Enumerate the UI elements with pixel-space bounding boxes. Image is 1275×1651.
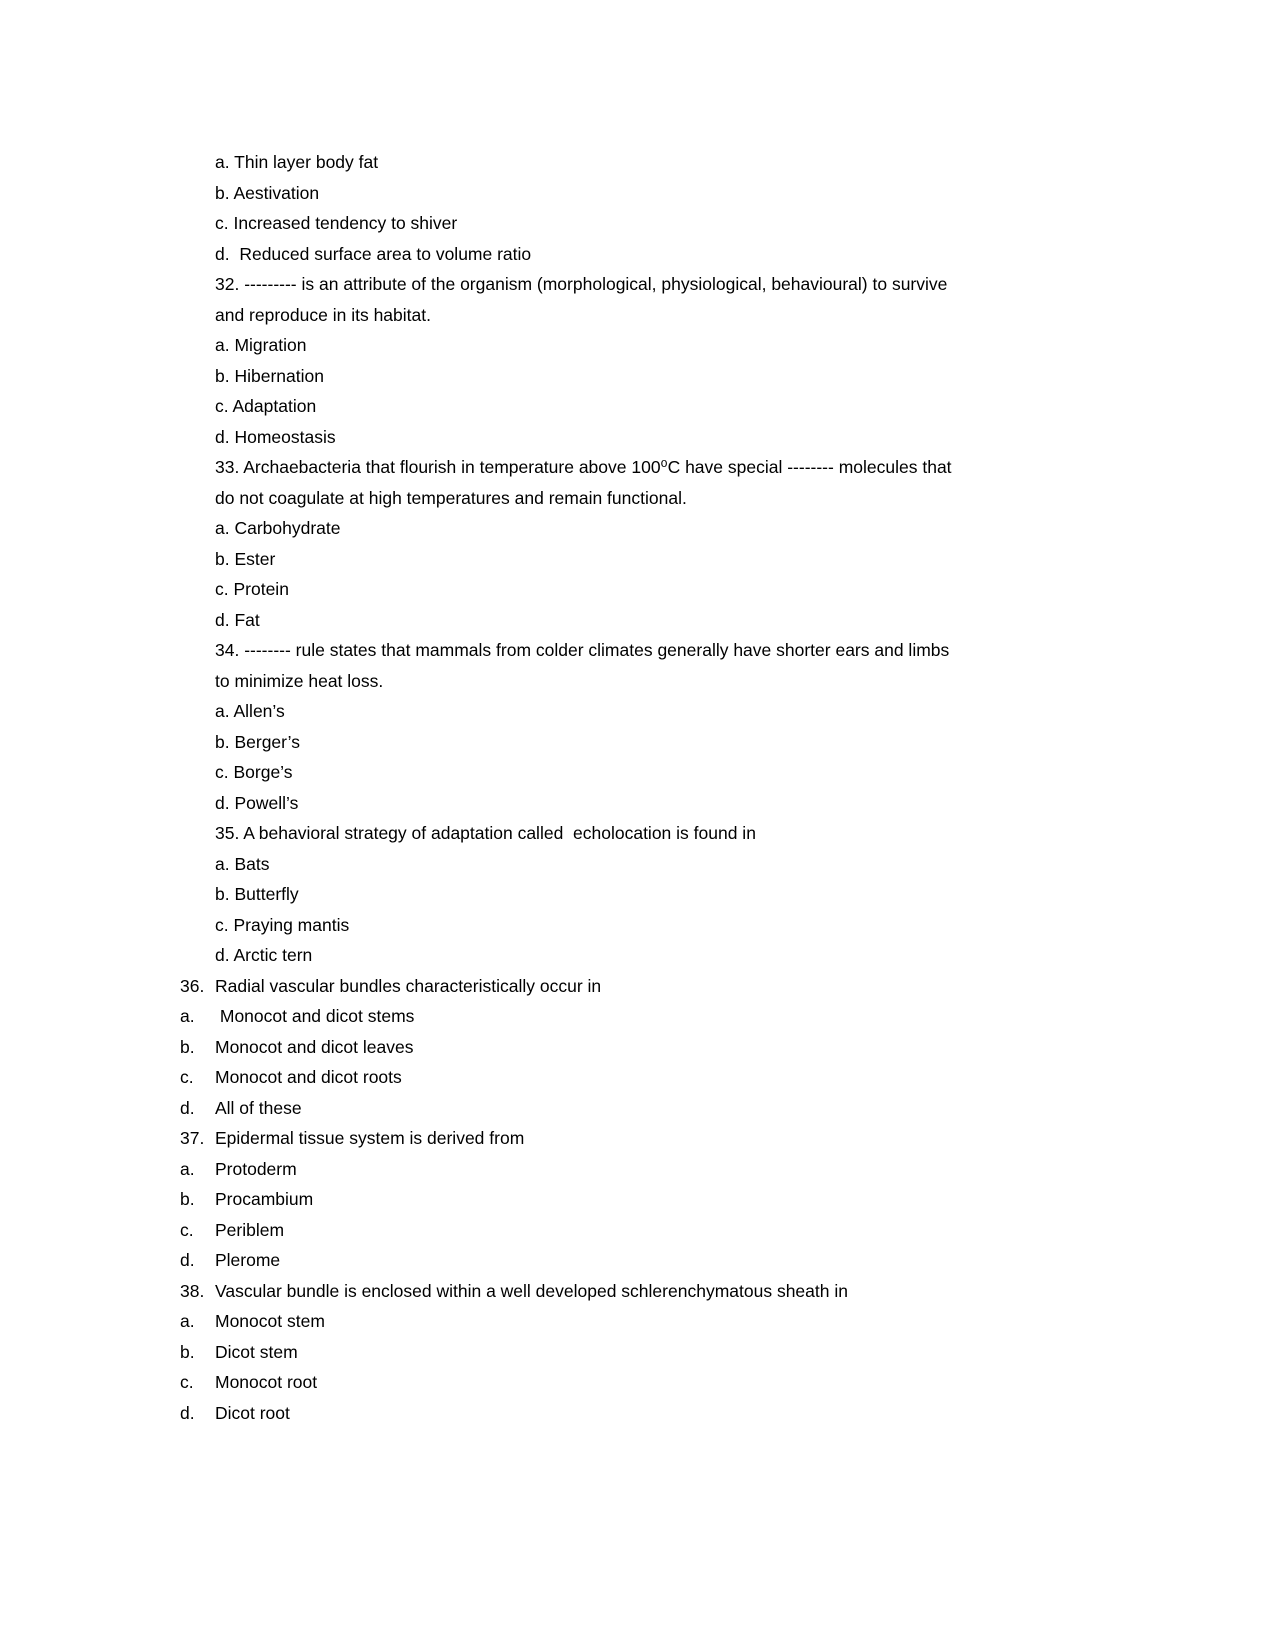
line-text: to minimize heat loss. bbox=[215, 670, 384, 691]
text-line bbox=[180, 1367, 1135, 1398]
text-line bbox=[215, 757, 1135, 788]
text-line bbox=[215, 178, 1135, 209]
text-line bbox=[215, 574, 1135, 605]
line-text: Radial vascular bundles characteristically occur in bbox=[215, 975, 602, 996]
line-text: Dicot root bbox=[215, 1402, 290, 1423]
text-line bbox=[180, 1184, 1135, 1215]
line-text: b. Butterfly bbox=[215, 884, 299, 904]
line-text: d. Homeostasis bbox=[215, 426, 336, 447]
line-text: Monocot root bbox=[215, 1372, 318, 1392]
text-line bbox=[215, 635, 1135, 666]
text-line bbox=[215, 513, 1135, 544]
text-line bbox=[215, 940, 1135, 971]
line-text: Dicot stem bbox=[215, 1341, 298, 1362]
line-text: b. Hibernation bbox=[215, 365, 324, 386]
line-text: a. Migration bbox=[215, 335, 307, 355]
text-line bbox=[215, 696, 1135, 727]
text-line bbox=[180, 1093, 1135, 1124]
line-text: Vascular bundle is enclosed within a well developed schlerenchymatous sheath in bbox=[215, 1280, 848, 1301]
line-text: Periblem bbox=[215, 1219, 285, 1240]
line-text: Monocot stem bbox=[215, 1311, 325, 1331]
line-text: d. Fat bbox=[215, 609, 260, 630]
text-line bbox=[180, 1337, 1135, 1368]
text-line bbox=[215, 330, 1135, 361]
text-line bbox=[215, 879, 1135, 910]
line-text: 32. --------- is an attribute of the organism (morphological, physiological, behavioural) to survive bbox=[215, 274, 948, 294]
list-marker: a. bbox=[180, 1006, 195, 1026]
list-marker: c. bbox=[180, 1219, 194, 1240]
list-marker: 37. bbox=[180, 1128, 205, 1148]
line-text: 34. -------- rule states that mammals from colder climates generally have shorter ears and limbs bbox=[215, 640, 950, 660]
list-marker: 38. bbox=[180, 1280, 205, 1301]
line-text: All of these bbox=[215, 1097, 302, 1118]
text-line bbox=[180, 1215, 1135, 1246]
list-marker: b. bbox=[180, 1036, 195, 1057]
line-text: Plerome bbox=[215, 1250, 281, 1270]
text-line bbox=[215, 910, 1135, 941]
line-text: d. Reduced surface area to volume ratio bbox=[215, 243, 532, 264]
text-line bbox=[215, 239, 1135, 270]
line-text: 35. A behavioral strategy of adaptation called echolocation is found in bbox=[215, 823, 756, 843]
text-line bbox=[215, 269, 1135, 300]
text-line bbox=[180, 1123, 1135, 1154]
text-line bbox=[215, 452, 1135, 483]
line-text: c. Praying mantis bbox=[215, 914, 350, 935]
text-line bbox=[180, 1032, 1135, 1063]
text-line bbox=[215, 208, 1135, 239]
line-text: 33. Archaebacteria that flourish in temperature above 100⁰C have special -------- molecules that bbox=[215, 457, 952, 477]
line-text: c. Increased tendency to shiver bbox=[215, 213, 458, 233]
line-text: d. Arctic tern bbox=[215, 945, 313, 965]
list-marker: d. bbox=[180, 1250, 195, 1270]
line-text: b. Aestivation bbox=[215, 182, 320, 203]
text-line bbox=[180, 1398, 1135, 1429]
text-line bbox=[180, 1306, 1135, 1337]
list-marker: d. bbox=[180, 1402, 195, 1423]
question-list bbox=[180, 147, 1135, 1428]
line-text: a. Bats bbox=[215, 853, 270, 874]
line-text: Procambium bbox=[215, 1189, 314, 1209]
text-line bbox=[180, 1276, 1135, 1307]
text-line bbox=[215, 147, 1135, 178]
line-text: and reproduce in its habitat. bbox=[215, 304, 431, 325]
text-line bbox=[215, 391, 1135, 422]
text-line bbox=[180, 1062, 1135, 1093]
list-marker: b. bbox=[180, 1189, 195, 1209]
list-marker: a. bbox=[180, 1311, 195, 1331]
text-line bbox=[215, 849, 1135, 880]
line-text: do not coagulate at high temperatures and remain functional. bbox=[215, 487, 687, 508]
line-text: a. Carbohydrate bbox=[215, 518, 341, 538]
line-text: a. Allen’s bbox=[215, 701, 285, 721]
text-line bbox=[215, 727, 1135, 758]
line-text: Protoderm bbox=[215, 1158, 297, 1179]
line-text: c. Adaptation bbox=[215, 396, 317, 416]
line-text: d. Powell’s bbox=[215, 792, 299, 813]
text-line bbox=[180, 1001, 1135, 1032]
line-text: Monocot and dicot stems bbox=[215, 1006, 415, 1026]
text-line bbox=[215, 544, 1135, 575]
list-marker: c. bbox=[180, 1372, 194, 1392]
text-line bbox=[215, 483, 1135, 514]
text-line bbox=[215, 422, 1135, 453]
list-marker: 36. bbox=[180, 975, 205, 996]
line-text: Epidermal tissue system is derived from bbox=[215, 1128, 525, 1148]
text-line bbox=[180, 971, 1135, 1002]
list-marker: c. bbox=[180, 1067, 194, 1087]
text-line bbox=[215, 605, 1135, 636]
text-line bbox=[215, 300, 1135, 331]
line-text: Monocot and dicot leaves bbox=[215, 1036, 414, 1057]
line-text: a. Thin layer body fat bbox=[215, 152, 379, 172]
list-marker: d. bbox=[180, 1097, 195, 1118]
list-marker: b. bbox=[180, 1341, 195, 1362]
text-line bbox=[180, 1154, 1135, 1185]
list-marker: a. bbox=[180, 1158, 195, 1179]
text-line bbox=[215, 818, 1135, 849]
line-text: b. Berger’s bbox=[215, 731, 300, 752]
line-text: Monocot and dicot roots bbox=[215, 1067, 402, 1087]
text-line bbox=[180, 1245, 1135, 1276]
text-line bbox=[215, 788, 1135, 819]
text-line bbox=[215, 666, 1135, 697]
line-text: b. Ester bbox=[215, 548, 276, 569]
text-line bbox=[215, 361, 1135, 392]
line-text: c. Borge’s bbox=[215, 762, 293, 782]
line-text: c. Protein bbox=[215, 579, 289, 599]
